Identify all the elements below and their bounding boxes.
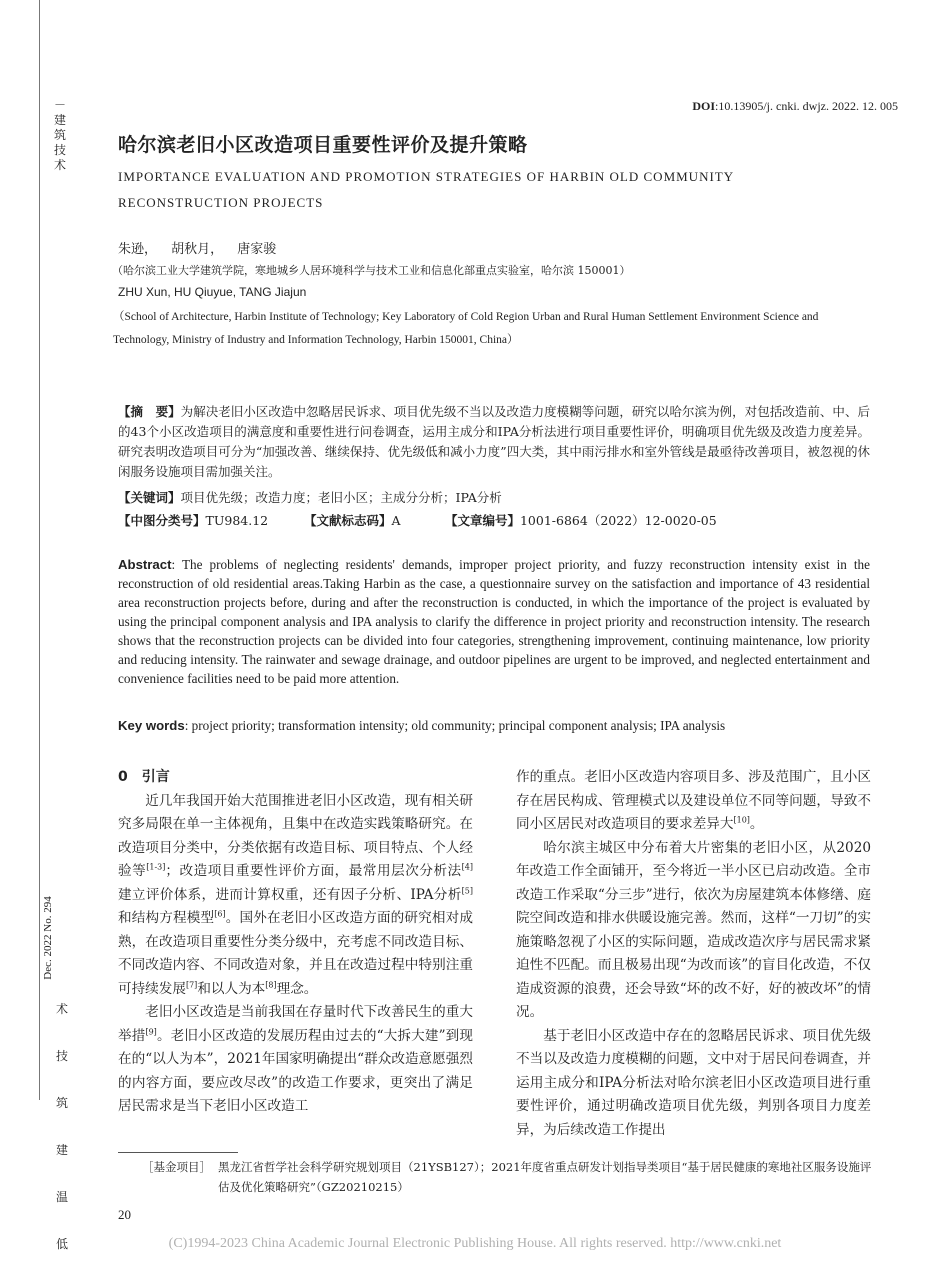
article-no-value: 1001-6864（2022）12-0020-05 bbox=[519, 513, 717, 528]
article-no-field bbox=[445, 511, 717, 529]
keywords-cn-text: 项目优先级；改造力度；老旧小区；主成分分析；IPA分析 bbox=[180, 490, 502, 505]
citation: [7] bbox=[185, 979, 198, 989]
clc-field bbox=[118, 511, 300, 529]
side-char: 技 bbox=[53, 143, 66, 157]
citation: [1-3] bbox=[146, 862, 166, 872]
side-char: 温 bbox=[55, 1190, 68, 1204]
text-run: 。老旧小区改造的发展历程由过去的“大拆大建”到现在的“以人为本”，2021年国家明确提出“群众改造意愿强烈的内容方面，要应改尽改”的改造工作要求，更突出了满足居民需求是当下老旧小区改造工 bbox=[118, 1027, 474, 1114]
abstract-en-text: : The problems of neglecting residents' demands, improper project priority, and fuzzy reconstruction intensity exist in the reconstruction of old residential areas.Taking Harbin as the case, a questionnaire survey on the satisfaction and importance of 43 residential area reconstruction projects before, during and after the reconstruction is conducted, in which the importance of the project is evaluated by using the principal component analysis and IPA analysis to clarify the difference in project priority and reconstruction intensity. The research shows that the reconstruction projects can be divided into four categories, strengthening improvement, continuing maintenance, low priority and reducing intensity. The rainwater and sewage drainage, and outdoor pipelines are urgent to be improved, and neglected entertainment and convenience facilities need to be paid more attention. bbox=[118, 557, 870, 686]
section-heading bbox=[118, 766, 473, 790]
authors-en: ZHU Xun, HU Qiuyue, TANG Jiajun bbox=[118, 285, 307, 299]
side-char: 筑 bbox=[55, 1096, 68, 1110]
doc-code-label: 【文献标志码】 bbox=[303, 513, 392, 528]
side-char: 建 bbox=[53, 113, 66, 127]
abstract-cn-text: 为解决老旧小区改造中忽略居民诉求、项目优先级不当以及改造力度模糊等问题，研究以哈尔滨为例，对包括改造前、中、后的43个小区改造项目的满意度和重要性进行问卷调查，运用主成分和IPA分析法进行项目重要性评价，明确项目优先级及改造力度差异。研究表明改造项目可分为“加强改善、继续保持、优先级低和减小力度”四大类，其中雨污排水和室外管线是最亟待改善项目，被忽视的休闲服务设施项目需加强关注。 bbox=[118, 404, 870, 479]
footnote-rule bbox=[118, 1152, 238, 1153]
side-journal-title bbox=[50, 98, 70, 173]
side-char: 术 bbox=[53, 158, 66, 172]
keywords-en-label: Key words bbox=[118, 718, 185, 733]
fund-text: 黑龙江省哲学社会科学研究规划项目（21YSB127）；2021年度省重点研发计划指导类项目“基于居民健康的寒地社区服务设施评估及优化策略研究”（GZ20210215） bbox=[218, 1160, 872, 1194]
paragraph bbox=[516, 766, 871, 837]
affiliation-en: （School of Architecture, Harbin Institute of Technology; Key Laboratory of Cold Region Urban and Rural Human Settlement Environment Science and Technology, Ministry of Industry and Information Technology, Harbin 150001, China） bbox=[113, 311, 819, 346]
side-char: － bbox=[53, 98, 66, 112]
keywords-en-text: : project priority; transformation intensity; old community; principal component analysis; IPA analysis bbox=[184, 718, 726, 733]
citation: [9] bbox=[145, 1026, 157, 1036]
authors-cn: 朱逊， 胡秋月， 唐家骏 bbox=[118, 242, 277, 257]
title-en: IMPORTANCE EVALUATION AND PROMOTION STRATEGIES OF HARBIN OLD COMMUNITY RECONSTRUCTION PROJECTS bbox=[118, 169, 734, 210]
text-run: 。 bbox=[749, 816, 764, 832]
abstract-en bbox=[118, 555, 870, 688]
side-char: 筑 bbox=[53, 128, 66, 142]
text-run: 建立评价体系，进而计算权重，还有因子分析、IPA分析 bbox=[118, 886, 462, 903]
classification-row bbox=[118, 511, 870, 529]
text-run: 老旧小区改造是当前我国在存量时代下改善民生的重大举措 bbox=[118, 1004, 473, 1044]
abstract-en-label: Abstract bbox=[118, 557, 172, 572]
text-run: 近几年我国开始大范围推进老旧小区改造，现有相关研究多局限在单一主体视角，且集中在改造实践策略研究。在改造项目分类中，分类依据有改造目标、项目特点、个人经验等 bbox=[118, 792, 473, 879]
clc-label: 【中图分类号】 bbox=[118, 513, 206, 528]
text-run: 理念。 bbox=[276, 980, 318, 997]
citation: [8] bbox=[265, 979, 277, 989]
fund-footnote bbox=[142, 1157, 882, 1194]
text-run: 作的重点。老旧小区改造内容项目多、涉及范围广，且小区存在居民构成、管理模式以及建设单位不同等问题，导致不同小区居民对改造项目的要求差异大 bbox=[516, 769, 871, 832]
doi-value: :10.13905/j. cnki. dwjz. 2022. 12. 005 bbox=[715, 99, 898, 113]
text-run: 。国外在老旧小区改造方面的研究相对成熟，在改造项目重要性分类分级中，充考虑不同改造目标、不同改造内容、不同改造对象，并且在改造过程中特别注重可持续发展 bbox=[118, 910, 474, 997]
keywords-cn bbox=[118, 488, 870, 506]
text-run: ；改造项目重要性评价方面，最常用层次分析法 bbox=[165, 863, 462, 879]
keywords-en bbox=[118, 718, 870, 734]
fund-label: ［基金项目］ bbox=[142, 1160, 211, 1174]
citation: [6] bbox=[214, 909, 226, 919]
side-issue bbox=[35, 878, 61, 998]
doc-code-value: A bbox=[391, 513, 401, 528]
doi-label: DOI bbox=[692, 99, 715, 113]
side-char: 技 bbox=[55, 1049, 68, 1063]
section-title: 引言 bbox=[141, 769, 170, 785]
side-char: 低 bbox=[55, 1237, 68, 1251]
copyright-watermark: (C)1994-2023 China Academic Journal Electronic Publishing House. All rights reserved. http://www.cnki.net bbox=[168, 1236, 782, 1251]
section-number: 0 bbox=[118, 769, 128, 785]
keywords-cn-label: 【关键词】 bbox=[118, 490, 181, 505]
citation: [4] bbox=[461, 862, 474, 872]
text-run: 和结构方程模型 bbox=[118, 910, 215, 926]
page-number: 20 bbox=[118, 1207, 131, 1222]
doi bbox=[692, 99, 898, 114]
citation: [5] bbox=[461, 885, 473, 895]
citation: [10] bbox=[733, 815, 750, 825]
body-right-column bbox=[516, 766, 871, 1142]
issue-label: Dec. 2022 No. 294 bbox=[42, 896, 54, 980]
text-run: 和以人为本 bbox=[197, 980, 266, 997]
paragraph bbox=[118, 1001, 473, 1119]
clc-value: TU984.12 bbox=[205, 513, 269, 528]
side-char: 建 bbox=[55, 1143, 68, 1157]
article-no-label: 【文章编号】 bbox=[444, 513, 520, 528]
affiliation-cn: （哈尔滨工业大学建筑学院，寒地城乡人居环境科学与技术工业和信息化部重点实验室，哈尔滨 150001） bbox=[112, 264, 631, 277]
paragraph bbox=[118, 790, 473, 1002]
title-cn: 哈尔滨老旧小区改造项目重要性评价及提升策略 bbox=[118, 134, 528, 156]
abstract-cn bbox=[118, 402, 870, 482]
paragraph: 哈尔滨主城区中分布着大片密集的老旧小区，从2020年改造工作全面铺开，至今将近一半小区已启动改造。全市改造工作采取“分三步”进行，依次为房屋建筑本体修缮、庭院空间改造和排水供暖设施完善。然而，这样“一刀切”的实施策略忽视了小区的实际问题，造成改造次序与居民需求紧迫性不匹配。而且极易出现“为改而该”的盲目化改造，不仅造成资源的浪费，还会导致“坏的改不好，好的被改坏”的情况。 bbox=[516, 839, 871, 1020]
abstract-cn-label: 【摘 要】 bbox=[118, 404, 181, 419]
paragraph: 基于老旧小区改造中存在的忽略居民诉求、项目优先级不当以及改造力度模糊的问题，文中对于居民问卷调查，并运用主成分和IPA分析法对哈尔滨老旧小区改造项目进行重要性评价，通过明确改造项目优先级，判别各项目力度差异，为后续改造工作提出 bbox=[516, 1027, 871, 1138]
doc-code-field bbox=[304, 511, 441, 529]
body-left-column bbox=[118, 766, 473, 1119]
side-char: 术 bbox=[55, 1002, 68, 1016]
